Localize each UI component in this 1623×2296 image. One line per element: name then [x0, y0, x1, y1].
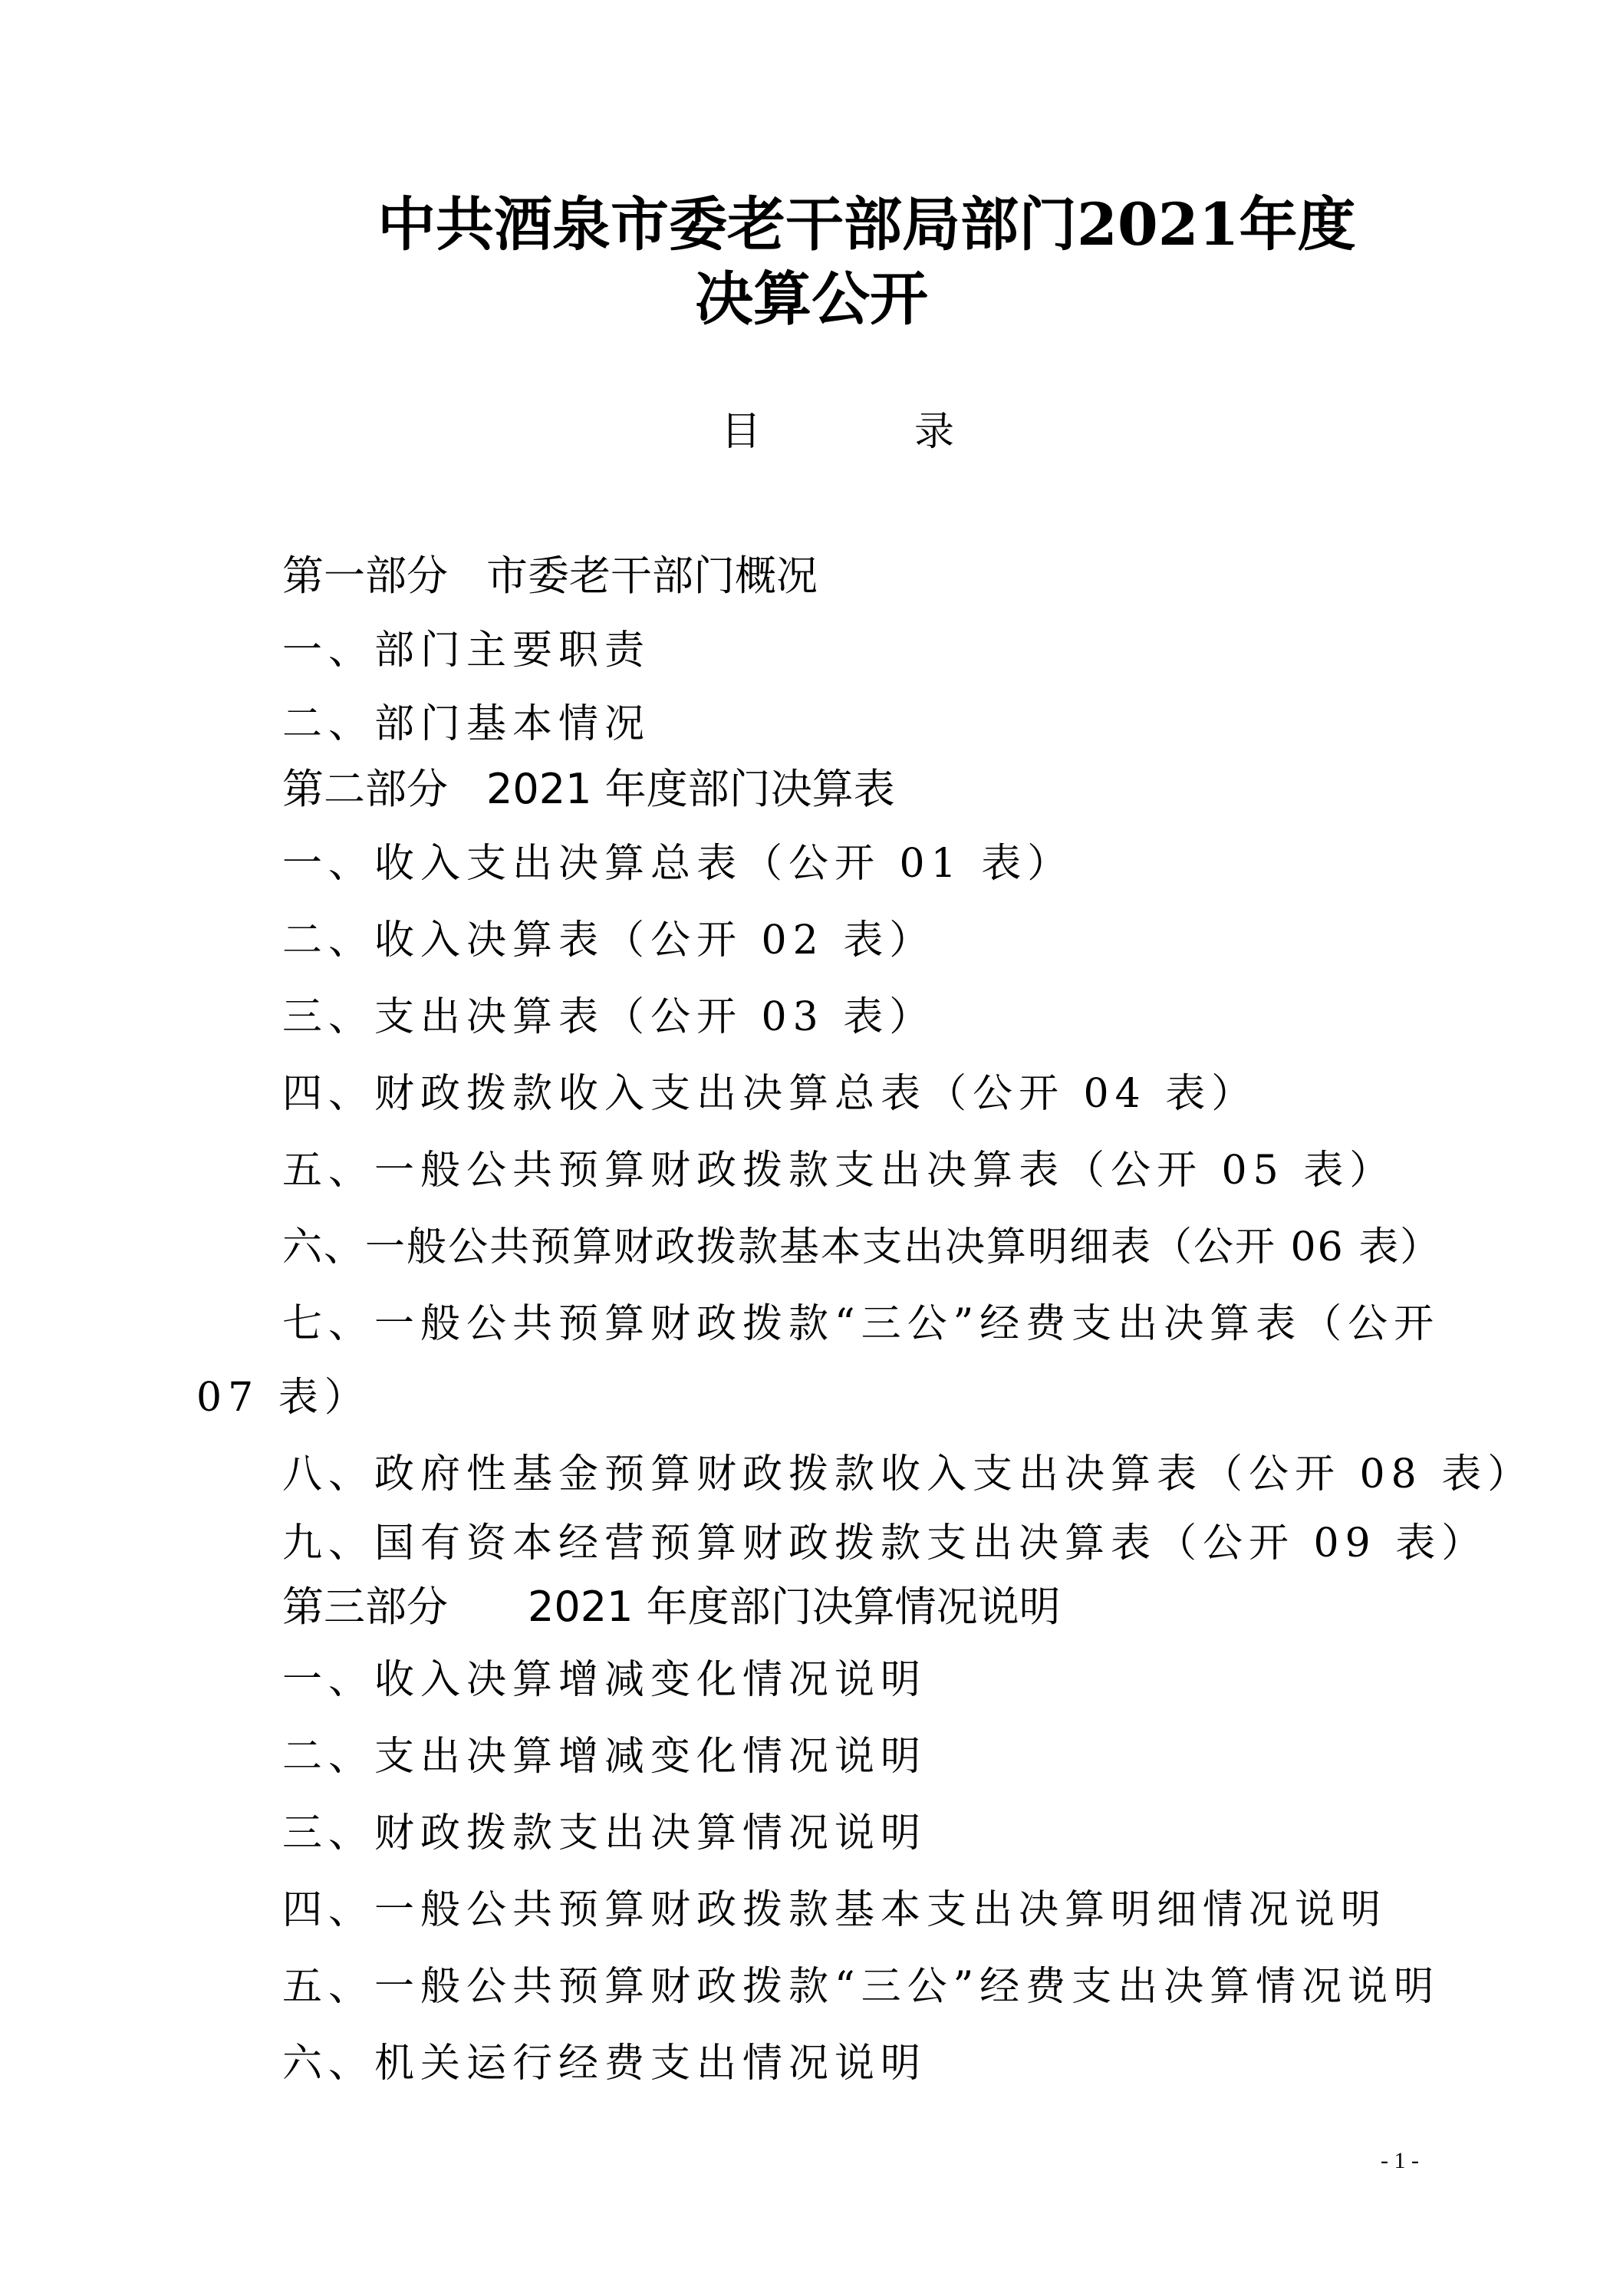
toc-part-1-text: 市委老干部门概况: [486, 552, 818, 600]
toc-item: 一、部门主要职责: [282, 628, 651, 674]
toc-item: 三、财政拨款支出决算情况说明: [282, 1810, 927, 1856]
toc-heading-right: 录: [914, 409, 955, 455]
toc-part-1: [282, 552, 818, 600]
toc-item: 三、支出决算表（公开 03 表）: [282, 994, 936, 1040]
toc-item: 四、财政拨款收入支出决算总表（公开 04 表）: [282, 1071, 1258, 1117]
toc-item: 一、收入支出决算总表（公开 01 表）: [282, 841, 1074, 887]
toc-item: 二、支出决算增减变化情况说明: [282, 1734, 927, 1780]
document-title-line-2: 决算公开: [695, 265, 928, 333]
toc-item: 七、一般公共预算财政拨款“三公”经费支出决算表（公开: [282, 1301, 1440, 1347]
toc-part-3-label: 第三部分: [282, 1583, 448, 1631]
toc-item: 二、部门基本情况: [282, 701, 651, 747]
toc-part-2: [282, 765, 895, 813]
toc-heading: [721, 409, 955, 455]
toc-part-2-text: 2021 年度部门决算表: [486, 765, 895, 813]
toc-item: 六、机关运行经费支出情况说明: [282, 2041, 927, 2087]
toc-part-1-label: 第一部分: [282, 552, 448, 600]
toc-item: 六、一般公共预算财政拨款基本支出决算明细表（公开 06 表）: [282, 1224, 1442, 1270]
toc-item: 五、一般公共预算财政拨款“三公”经费支出决算情况说明: [282, 1964, 1440, 2010]
toc-item: 五、一般公共预算财政拨款支出决算表（公开 05 表）: [282, 1148, 1396, 1194]
toc-item: 八、政府性基金预算财政拨款收入支出决算表（公开 08 表）: [282, 1451, 1534, 1497]
toc-item: 四、一般公共预算财政拨款基本支出决算明细情况说明: [282, 1887, 1388, 1933]
page-number: - 1 -: [1381, 2148, 1419, 2173]
toc-heading-left: 目: [721, 409, 762, 455]
toc-item: 一、收入决算增减变化情况说明: [282, 1657, 927, 1703]
toc-item: 二、收入决算表（公开 02 表）: [282, 917, 936, 964]
toc-part-3-text: 2021 年度部门决算情况说明: [528, 1583, 1061, 1631]
toc-part-3: [282, 1583, 1061, 1631]
document-title-line-1: 中共酒泉市委老干部局部门2021年度: [377, 190, 1356, 259]
toc-item-continuation: 07 表）: [196, 1375, 370, 1421]
toc-item: 九、国有资本经营预算财政拨款支出决算表（公开 09 表）: [282, 1520, 1488, 1566]
toc-part-2-label: 第二部分: [282, 765, 448, 813]
